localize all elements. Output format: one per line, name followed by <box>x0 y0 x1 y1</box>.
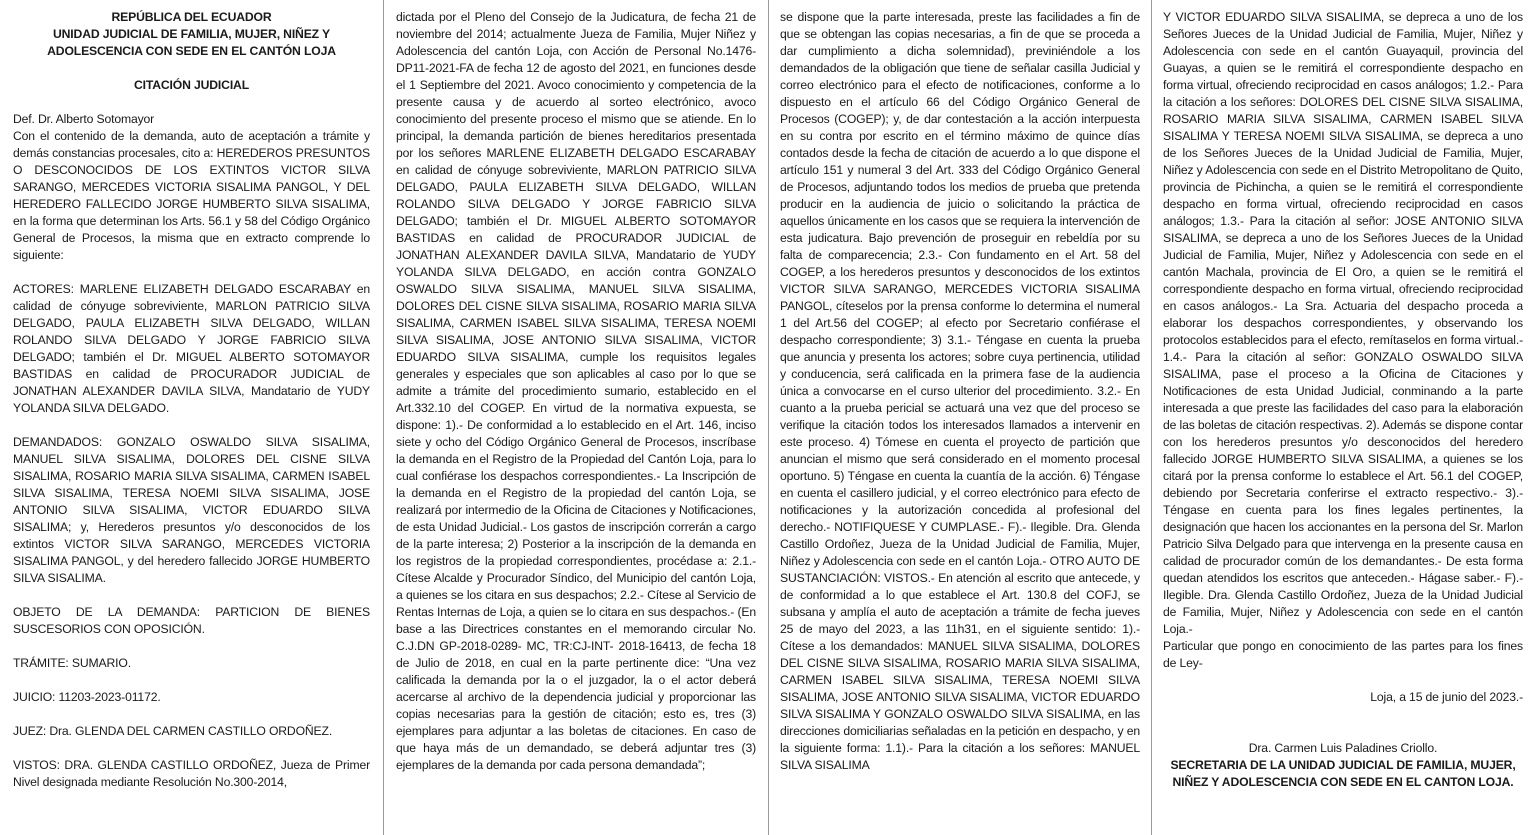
column-divider <box>768 0 769 835</box>
signer-name: Dra. Carmen Luis Paladines Criollo. <box>1248 741 1438 755</box>
signer-title: SECRETARIA DE LA UNIDAD JUDICIAL DE FAMILIA, MUJER, NIÑEZ Y ADOLESCENCIA CON SEDE EN EL CANTON LOJA. <box>1170 758 1516 789</box>
notice-header <box>13 9 370 60</box>
column-3 <box>780 9 1140 835</box>
date-line: Loja, a 15 de junio del 2023.- <box>1370 690 1523 704</box>
notice-title: CITACIÓN JUDICIAL <box>133 78 250 92</box>
header-court-line1: UNIDAD JUDICIAL DE FAMILIA, MUJER, NIÑEZ Y <box>53 27 330 41</box>
column-4-text: Y VICTOR EDUARDO SILVA SISALIMA, se depreca a uno de los Señores Jueces de la Unidad Judicial de Familia, Mujer, Niñez y Adolescencia con sede en el cantón Guayaquil, provincia del Guayas, a quien se le remitirá el correspondiente despacho en forma virtual, ofreciendo reciprocidad en casos análogos; 1.2.- Para la citación a los señores: DOLORES DEL CISNE SILVA SISALIMA, ROSARIO MARIA SILVA SISALIMA, CARMEN ISABEL SILVA SISALIMA Y TERESA NOEMI SILVA SISALIMA, se depreca a uno de los Señores Jueces de la Unidad Judicial de Familia, Mujer, Niñez y Adolescencia con sede en el Distrito Metropolitano de Quito, provincia de Pichincha, a quien se le remitirá el correspondiente despacho en forma virtual, ofreciendo reciprocidad en casos análogos; 1.3.- Para la citación al señor: JOSE ANTONIO SILVA SISALIMA, se depreca a uno de los Señores Jueces de la Unidad Judicial de Familia, Mujer, Niñez y Adolescencia con sede en el cantón Machala, provincia de El Oro, a quien se le remitirá el correspondiente despacho en forma virtual, ofreciendo reciprocidad en casos análogos.- La Sra. Actuaria del despacho proceda a elaborar los despachos correspondientes, y observando los protocolos establecidos para el efecto, remítaselos en forma virtual.- 1.4.- Para la citación al señor: GONZALO OSWALDO SILVA SISALIMA, pase el proceso a la Oficina de Citaciones y Notificaciones de esta Unidad Judicial, conminando a la parte interesada a que preste las facilidades del caso para la elaboración de las boletas de citación respectivas. 2). Además se dispone contar con los herederos presuntos y/o desconocidos del heredero fallecido JORGE HUMBERTO SILVA SISALIMA, a quienes se los citará por la prensa conforme lo establece el Art. 56.1 del COGEP, debiendo por Secretaria conferirse el extracto respectivo.- 3).- Téngase en cuenta para los fines legales pertinentes, la designación que hacen los accionantes en la persona del Sr. Marlon Patricio Silva Delgado para que intervenga en la presente causa en calidad de procurador común de los demandantes.- De esta forma quedan atendidos los escritos que anteceden.- Hágase saber.- F).- Ilegible. Dra. Glenda Castillo Ordoñez, Jueza de la Unidad Judicial de Familia, Mujer, Niñez y Adolescencia con sede en el cantón Loja.- <box>1163 10 1523 636</box>
header-country: REPÚBLICA DEL ECUADOR <box>111 10 272 24</box>
closing-line: Particular que pongo en conocimiento de las partes para los fines de Ley- <box>1163 639 1523 670</box>
column-2-text: dictada por el Pleno del Consejo de la Judicatura, de fecha 21 de noviembre del 2014; actualmente Jueza de Familia, Mujer Niñez y Adolescencia del cantón Loja, con Acción de Personal No.1476-DP11-2021-FA de fecha 12 de agosto del 2021, en funciones desde el 1 Septiembre del 2021. Avoco conocimiento y competencia de la presente causa y de acuerdo al sorteo electrónico, avoco conocimiento del presente proceso el mismo que se atiende. En lo principal, la demanda partición de bienes hereditarios presentada por los señores MARLENE ELIZABETH DELGADO ESCARABAY en calidad de cónyuge sobreviviente, MARLON PATRICIO SILVA DELGADO, PAULA ELIZABETH SILVA DELGADO, WILLAN ROLANDO SILVA DELGADO Y JORGE FABRICIO SILVA DELGADO; también el Dr. MIGUEL ALBERTO SOTOMAYOR BASTIDAS en calidad de PROCURADOR JUDICIAL de JONATHAN ALEXANDER DAVILA SILVA, Mandatario de YUDY YOLANDA SILVA DELGADO, en acción contra GONZALO OSWALDO SILVA SISALIMA, MANUEL SILVA SISALIMA, DOLORES DEL CISNE SILVA SISALIMA, ROSARIO MARIA SILVA SISALIMA, CARMEN ISABEL SILVA SISALIMA, TERESA NOEMI SILVA SISALIMA, JOSE ANTONIO SILVA SISALIMA, VICTOR EDUARDO SILVA SISALIMA, cumple los requisitos legales generales y especiales que son aplicables al caso por lo que se admite a trámite del procedimiento sumario, establecido en el Art.332.10 del COGEP. En virtud de la normativa expuesta, se dispone: 1).- De conformidad a lo establecido en el Art. 146, inciso siete y ocho del Código Orgánico General de Procesos, inscríbase la demanda en el Registro de la Propiedad del Cantón Loja, para lo cual confiérase los despachos correspondientes.- La Inscripción de la demanda en el Registro de la propiedad del cantón Loja, se realizará por intermedio de la Oficina de Citaciones y Notificaciones, de esta Unidad Judicial.- Los gastos de inscripción correrán a cargo de la parte interesa; 2) Posterior a la inscripción de la demanda en los registros de la propiedad correspondientes, procédase a: 2.1.- Cítese Alcalde y Procurador Síndico, del Municipio del cantón Loja, a quienes se los citara en sus despachos; 2.2.- Cítese al Servicio de Rentas Internas de Loja, a quien se lo citara en sus despachos.- (En base a las Directrices constantes en el memorando circular No. C.J.DN GP-2018-0289- MC, TR:CJ-INT- 2018-16413, de fecha 18 de Julio de 2018, en cual en la parte pertinente dice: “Una vez calificada la demanda por la o el juzgador, la o el actor deberá acercarse al archivo de la dependencia judicial y proporcionar las copias necesarias para la gestión de citación; esto es, tres (3) ejemplares para adjuntar a las boletas de citaciones. En caso de que haya más de un demandado, se deberá adjuntar tres (3) ejemplares de la demanda por cada persona demandada”; <box>396 10 756 772</box>
header-court-line2: ADOLESCENCIA CON SEDE EN EL CANTÓN LOJA <box>47 44 336 58</box>
tramite-line: TRÁMITE: SUMARIO. <box>13 656 131 670</box>
column-1 <box>13 9 370 835</box>
intro-paragraph: Con el contenido de la demanda, auto de aceptación a trámite y demás constancias procesales, cito a: HEREDEROS PRESUNTOS O DESCONOCIDOS DE LOS EXTINTOS VICTOR SILVA SARANGO, MERCEDES VICTORIA SISALIMA PANGOL, Y DEL HEREDERO FALLECIDO JORGE HUMBERTO SILVA SISALIMA, en la forma que determinan los Arts. 56.1 y 58 del Código Orgánico General de Procesos, la misma que en extracto comprende lo siguiente: <box>13 129 370 262</box>
defender-line: Def. Dr. Alberto Sotomayor <box>13 112 155 126</box>
column-divider <box>383 0 384 835</box>
column-2 <box>396 9 756 835</box>
juicio-line: JUICIO: 11203-2023-01172. <box>13 690 161 704</box>
column-3-text: se dispone que la parte interesada, preste las facilidades a fin de que se obtengan las copias necesarias, a fin de que se proceda a dar cumplimiento a dicha solemnidad), previniéndole a los demandados de la obligación que tiene de señalar casilla Judicial y correo electrónico para el efecto de notificaciones, conforme a lo dispuesto en el artículo 66 del Código Orgánico General de Procesos (COGEP); y, de dar contestación a la acción interpuesta en su contra por escrito en el término máximo de quince días contados desde la fecha de citación de acuerdo a lo que dispone el artículo 151 y numeral 3 del Art. 333 del Código Orgánico General de Procesos, adjuntando todos los medios de prueba que pretenda producir en la audiencia de juicio o solicitando la práctica de aquellos únicamente en los casos que se requiera la intervención de esta judicatura. Bajo prevención de proseguir en rebeldía por su falta de comparecencia; 2.3.- Con fundamento en el Art. 58 del COGEP, a los herederos presuntos y desconocidos de los extintos VICTOR SILVA SARANGO, MERCEDES VICTORIA SISALIMA PANGOL, cíteselos por la prensa conforme lo determina el numeral 1 del Art.56 del COGEP; al efecto por Secretario confiérase el despacho correspondiente; 3) 3.1.- Téngase en cuenta la prueba que anuncia y presenta los actores; sobre cuya pertinencia, utilidad y conducencia, será calificada en la primera fase de la audiencia única a convocarse en el curso ulterior del procedimiento. 3.2.- En cuanto a la prueba pericial se actuará una vez que del proceso se verifique la citación todos los interesados llamados a intervenir en este proceso. 4) Tómese en cuenta el proyecto de partición que anuncian el mismo que será considerado en el momento procesal oportuno. 5) Téngase en cuenta la cuantía de la acción. 6) Téngase en cuenta el casillero judicial, y el correo electrónico para efecto de notificaciones y la autorización concedida al profesional del derecho.- NOTIFIQUESE Y CUMPLASE.- F).- Ilegible. Dra. Glenda Castillo Ordoñez, Jueza de la Unidad Judicial de Familia, Mujer, Niñez y Adolescencia con sede en el cantón Loja.- OTRO AUTO DE SUSTANCIACIÓN: VISTOS.- En atención al escrito que antecede, y de conformidad a lo que establece el Art. 130.8 del COFJ, se subsana y amplía el auto de aceptación a trámite de fecha jueves 25 de mayo del 2023, a las 11h31, en el siguiente sentido: 1).- Cítese a los demandados: MANUEL SILVA SISALIMA, DOLORES DEL CISNE SILVA SISALIMA, ROSARIO MARIA SILVA SISALIMA, CARMEN ISABEL SILVA SISALIMA, TERESA NOEMI SILVA SISALIMA, JOSE ANTONIO SILVA SISALIMA, VICTOR EDUARDO SILVA SISALIMA Y GONZALO OSWALDO SILVA SISALIMA, en las direcciones domiciliarias señaladas en la petición en despacho, y en la siguiente forma: 1.1).- Para la citación a los señores: MANUEL SILVA SISALIMA <box>780 10 1140 772</box>
vistos-paragraph: VISTOS: DRA. GLENDA CASTILLO ORDOÑEZ, Jueza de Primer Nivel designada mediante Resolución No.300-2014, <box>13 758 370 789</box>
demandados-paragraph: DEMANDADOS: GONZALO OSWALDO SILVA SISALIMA, MANUEL SILVA SISALIMA, DOLORES DEL CISNE SILVA SISALIMA, ROSARIO MARIA SILVA SISALIMA, CARMEN ISABEL SILVA SISALIMA, TERESA NOEMI SILVA SISALIMA, JOSE ANTONIO SILVA SISALIMA, VICTOR EDUARDO SILVA SISALIMA; y, Herederos presuntos y/o desconocidos de los extintos VICTOR SILVA SARANGO, MERCEDES VICTORIA SISALIMA PANGOL, y del heredero fallecido JORGE HUMBERTO SILVA SISALIMA. <box>13 435 370 585</box>
column-4 <box>1163 9 1523 835</box>
objeto-paragraph: OBJETO DE LA DEMANDA: PARTICION DE BIENES SUSCESORIOS CON OPOSICIÓN. <box>13 605 370 636</box>
actores-paragraph: ACTORES: MARLENE ELIZABETH DELGADO ESCARABAY en calidad de cónyuge sobreviviente, MARLON PATRICIO SILVA DELGADO, PAULA ELIZABETH SILVA DELGADO, WILLAN ROLANDO SILVA DELGADO Y JORGE FABRICIO SILVA DELGADO; también el Dr. MIGUEL ALBERTO SOTOMAYOR BASTIDAS en calidad de PROCURADOR JUDICIAL de JONATHAN ALEXANDER DAVILA SILVA, Mandatario de YUDY YOLANDA SILVA DELGADO. <box>13 282 370 415</box>
juez-line: JUEZ: Dra. GLENDA DEL CARMEN CASTILLO ORDOÑEZ. <box>13 724 333 738</box>
column-divider <box>1151 0 1152 835</box>
